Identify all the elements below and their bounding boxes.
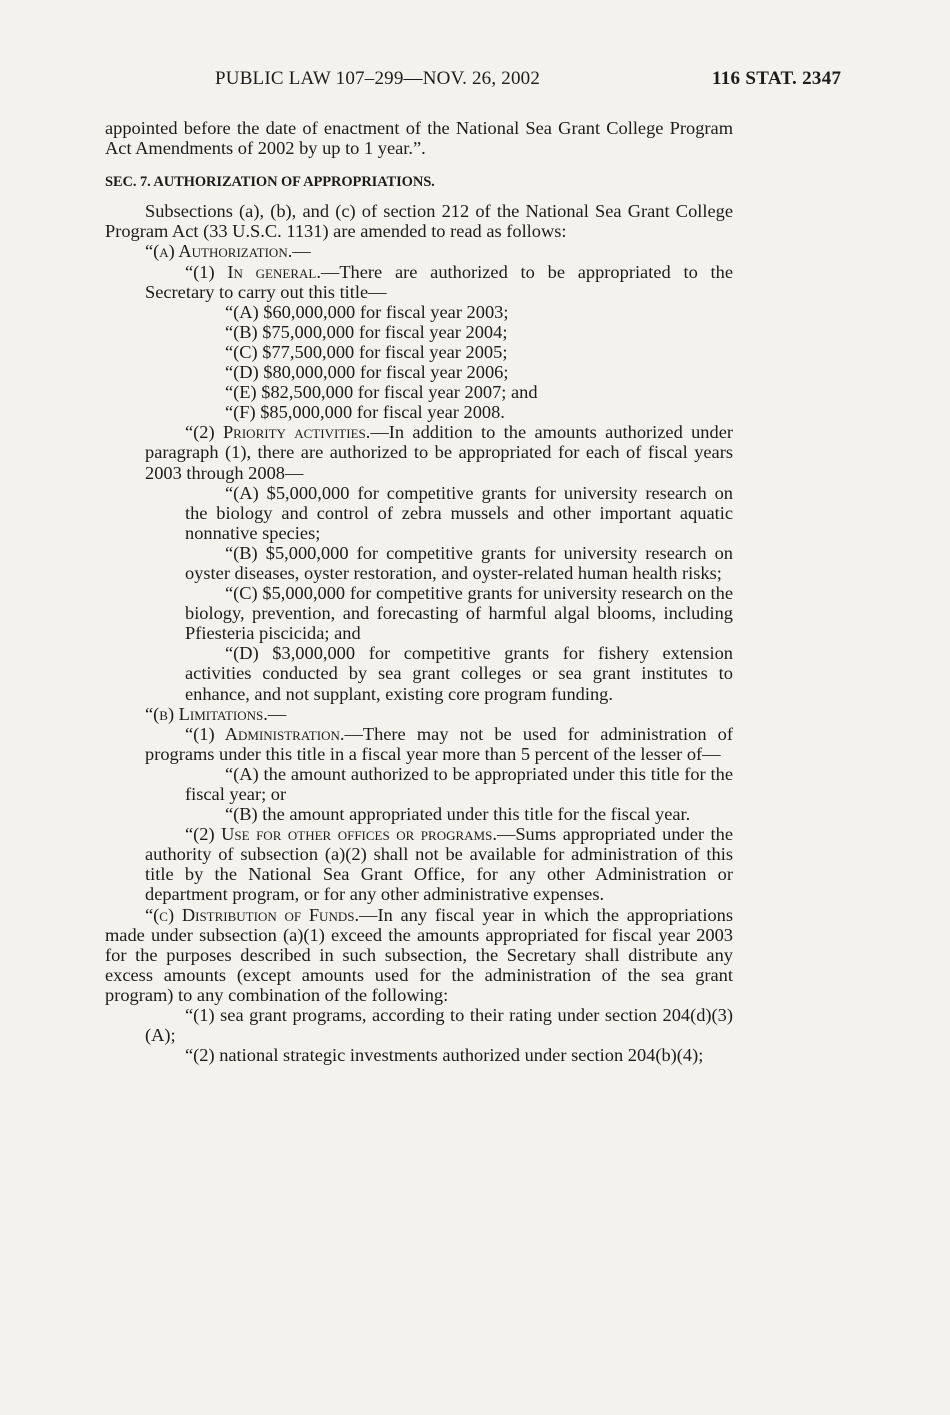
paragraph-b1 xyxy=(105,724,733,764)
subsection-b-label: “(b) Limitations.— xyxy=(145,703,287,724)
subsection-c-text: —In any fiscal year in which the appropriations made under subsection (a)(1) exceed the amounts appropriated for fiscal year 2003 for the purposes described in such subsection, the Secretary shall distribute any excess amounts (except amounts used for the administration of the sea grant program) to any combination of the following: xyxy=(105,904,733,1005)
stat-reference: 116 STAT. 2347 xyxy=(712,68,842,89)
list-item: “(1) sea grant programs, according to their rating under section 204(d)(3)(A); xyxy=(145,1005,733,1046)
subsection-c-label: “(c) Distribution of Funds. xyxy=(145,904,360,925)
intro-paragraph: Subsections (a), (b), and (c) of section 212 of the National Sea Grant College Program Act (33 U.S.C. 1131) are amended to read as follows: xyxy=(105,201,733,242)
paragraph-b1-text: —There may not be used for administration of programs under this title in a fiscal year more than 5 percent of the lesser of— xyxy=(145,723,733,764)
list-item: “(A) the amount authorized to be appropriated under this title for the fiscal year; or xyxy=(185,763,733,804)
list-item: “(F) $85,000,000 for fiscal year 2008. xyxy=(225,402,505,423)
list-item: “(C) $77,500,000 for fiscal year 2005; xyxy=(225,341,508,362)
list-item: “(D) $3,000,000 for competitive grants for fishery extension activities conducted by sea grant colleges or sea grant institutes to enhance, and not supplant, existing core program funding. xyxy=(185,643,733,704)
paragraph-b2 xyxy=(105,824,733,904)
body-text xyxy=(105,118,733,1065)
list-item: “(D) $80,000,000 for fiscal year 2006; xyxy=(225,362,509,383)
page-header xyxy=(0,68,950,94)
paragraph-a1-text: —There are authorized to be appropriated to the Secretary to carry out this title— xyxy=(145,261,733,302)
list-item: “(B) $75,000,000 for fiscal year 2004; xyxy=(225,321,508,342)
list-item: “(C) $5,000,000 for competitive grants for university research on the biology, prevention, and forecasting of harmful algal blooms, including Pfiesteria piscicida; and xyxy=(185,583,733,644)
paragraph-a2-label: “(2) Priority activities. xyxy=(185,422,371,443)
list-item: “(A) $5,000,000 for competitive grants for university research on the biology and control of zebra mussels and other important aquatic nonnative species; xyxy=(185,482,733,543)
continuation-paragraph: appointed before the date of enactment of the National Sea Grant College Program Act Amendments of 2002 by up to 1 year.”. xyxy=(105,118,733,159)
subsection-a-heading xyxy=(105,241,733,261)
list-item: “(2) national strategic investments authorized under section 204(b)(4); xyxy=(185,1045,704,1066)
section-heading: SEC. 7. AUTHORIZATION OF APPROPRIATIONS. xyxy=(105,174,435,191)
paragraph-a1-label: “(1) In general. xyxy=(185,261,321,282)
subsection-a-label: “(a) Authorization.— xyxy=(145,241,311,262)
paragraph-a2-text: —In addition to the amounts authorized under paragraph (1), there are authorized to be appropriated for each of fiscal years 2003 through 2008— xyxy=(145,422,733,483)
subsection-b-heading xyxy=(105,704,733,724)
paragraph-a1 xyxy=(105,262,733,302)
law-title: PUBLIC LAW 107–299—NOV. 26, 2002 xyxy=(215,68,541,89)
list-item: “(A) $60,000,000 for fiscal year 2003; xyxy=(225,301,509,322)
paragraph-b2-text: —Sums appropriated under the authority of subsection (a)(2) shall not be available for administration of this title by the National Sea Grant Office, for any other Administration or department program, or for any other administrative expenses. xyxy=(145,824,734,905)
list-item: “(B) the amount appropriated under this title for the fiscal year. xyxy=(225,804,691,825)
paragraph-b1-label: “(1) Administration. xyxy=(185,723,345,744)
subsection-c xyxy=(105,905,733,1005)
paragraph-a2 xyxy=(105,422,733,482)
list-item: “(B) $5,000,000 for competitive grants for university research on oyster diseases, oyster restoration, and oyster-related human health risks; xyxy=(185,542,733,583)
paragraph-b2-label: “(2) Use for other offices or programs. xyxy=(185,824,497,845)
list-item: “(E) $82,500,000 for fiscal year 2007; and xyxy=(225,382,538,403)
